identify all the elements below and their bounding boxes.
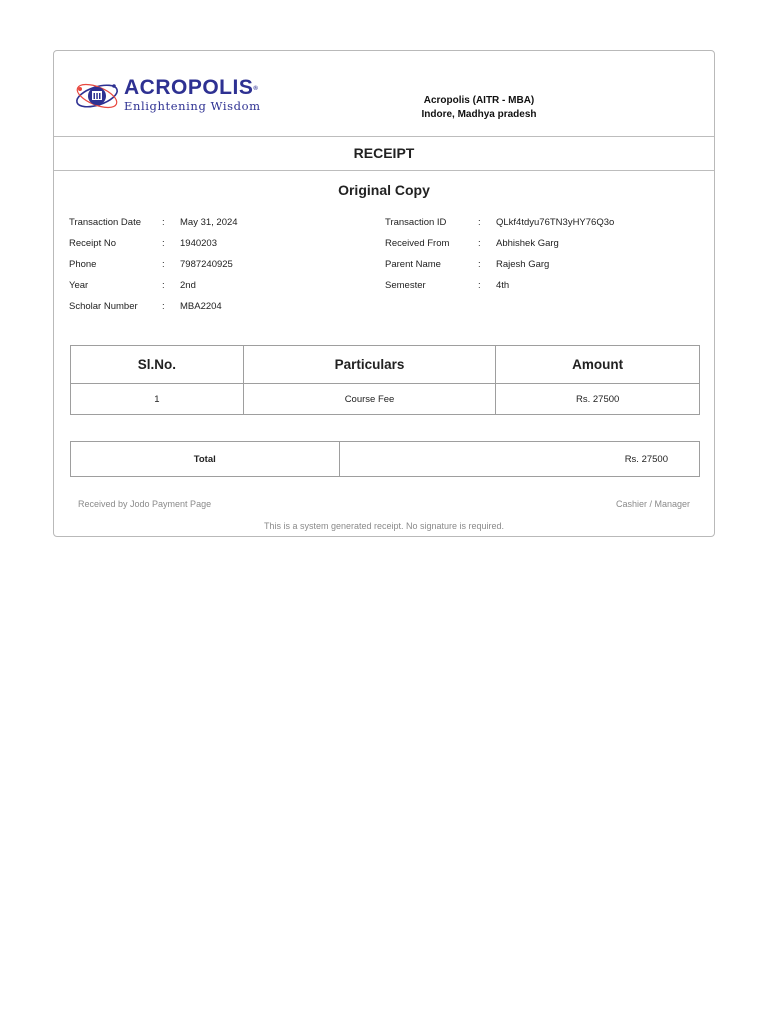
detail-label: Scholar Number <box>69 301 138 312</box>
column-header-amount: Amount <box>496 346 700 384</box>
total-amount: Rs. 27500 <box>339 442 699 477</box>
receipt-header <box>54 51 714 137</box>
detail-value: 2nd <box>180 280 196 291</box>
table-header-row <box>71 346 700 384</box>
total-label: Total <box>71 442 340 477</box>
column-header-sl-no: Sl.No. <box>71 346 244 384</box>
brand-tagline: Enlightening Wisdom <box>124 99 261 113</box>
detail-value: QLkf4tdyu76TN3yHY76Q3o <box>496 217 615 228</box>
table-row <box>71 384 700 415</box>
detail-label: Transaction Date <box>69 217 141 228</box>
detail-separator: : <box>478 238 481 249</box>
detail-value: 4th <box>496 280 510 291</box>
detail-label: Parent Name <box>385 259 441 270</box>
detail-value: 7987240925 <box>180 259 233 270</box>
received-by-text: Received by Jodo Payment Page <box>78 499 212 509</box>
copy-label: Original Copy <box>338 182 430 198</box>
brand-name: ACROPOLIS® <box>124 76 259 99</box>
detail-label: Transaction ID <box>385 217 447 228</box>
detail-label: Phone <box>69 259 97 270</box>
detail-label: Year <box>69 280 89 291</box>
atom-logo-icon <box>74 75 122 115</box>
items-table <box>70 345 700 415</box>
acropolis-logo <box>74 75 264 115</box>
detail-separator: : <box>478 217 481 228</box>
detail-value: 1940203 <box>180 238 217 249</box>
detail-separator: : <box>162 238 165 249</box>
detail-value: Abhishek Garg <box>496 238 559 249</box>
column-header-particulars: Particulars <box>243 346 496 384</box>
detail-label: Received From <box>385 238 450 249</box>
detail-label: Semester <box>385 280 426 291</box>
detail-separator: : <box>162 301 165 312</box>
cell-sl-no: 1 <box>71 384 244 415</box>
signatory-text: Cashier / Manager <box>615 499 690 509</box>
cell-amount: Rs. 27500 <box>496 384 700 415</box>
detail-label: Receipt No <box>69 238 116 249</box>
institute-location: Indore, Madhya pradesh <box>421 109 537 120</box>
detail-separator: : <box>162 280 165 291</box>
total-row <box>71 442 700 477</box>
detail-separator: : <box>162 259 165 270</box>
detail-value: MBA2204 <box>180 301 222 312</box>
system-generated-note: This is a system generated receipt. No signature is required. <box>263 521 505 531</box>
institute-name: Acropolis (AITR - MBA) <box>423 95 535 106</box>
receipt-title: RECEIPT <box>54 137 714 171</box>
detail-value: Rajesh Garg <box>496 259 550 270</box>
total-table <box>70 441 700 477</box>
detail-separator: : <box>478 280 481 291</box>
detail-separator: : <box>478 259 481 270</box>
institute-info <box>384 94 574 122</box>
detail-separator: : <box>162 217 165 228</box>
cell-particulars: Course Fee <box>243 384 496 415</box>
detail-value: May 31, 2024 <box>180 217 238 228</box>
receipt-card <box>53 50 715 537</box>
